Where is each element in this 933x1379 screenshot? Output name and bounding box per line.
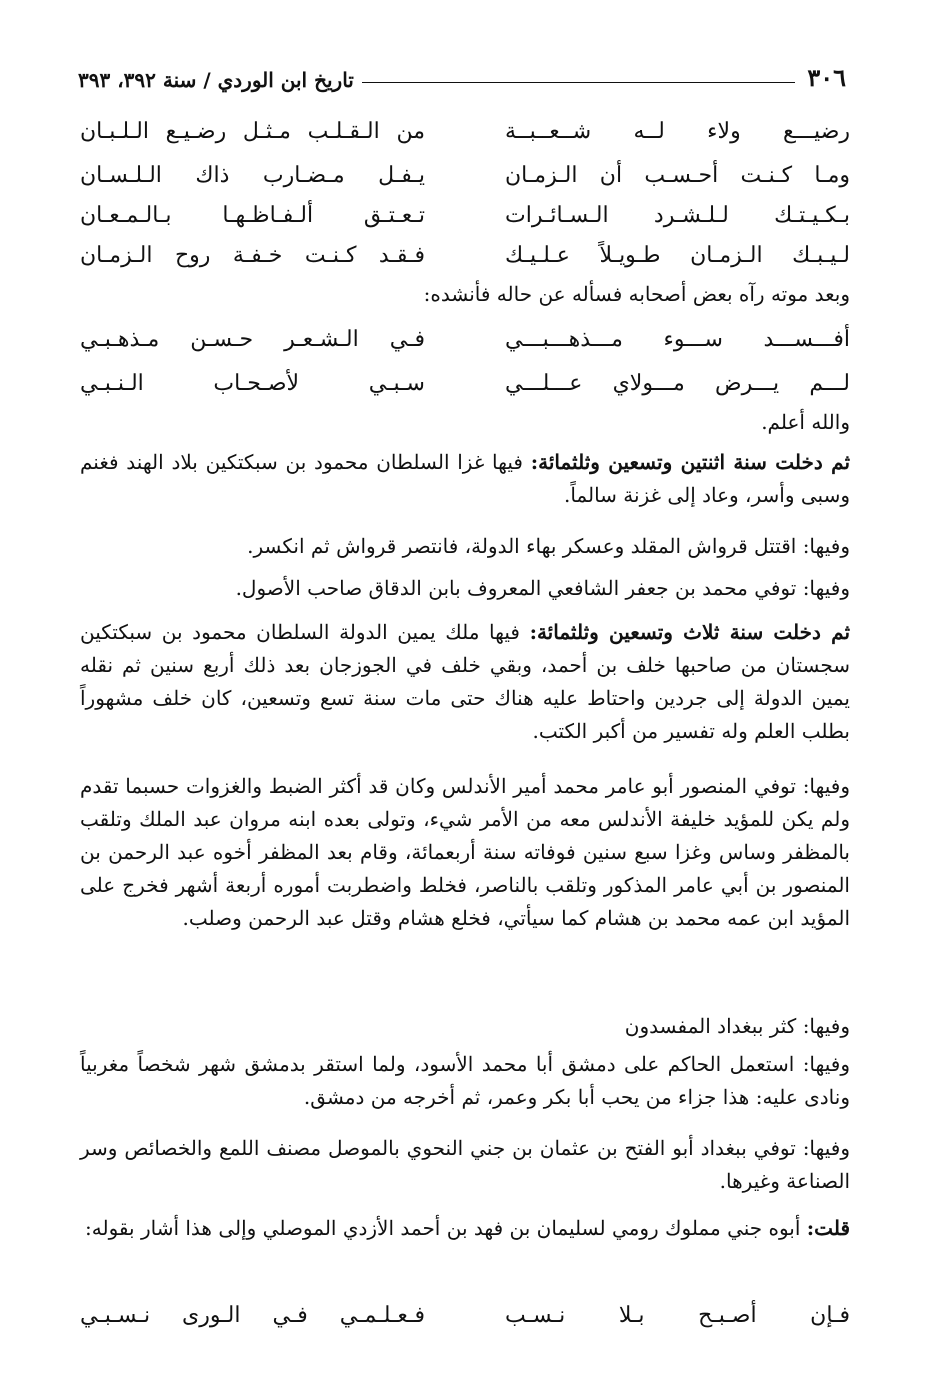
closing-phrase: والله أعلم. (761, 410, 850, 434)
verse-first-hemistich: أفـــســـد ســـوء مـــذهـــبـــي (505, 327, 850, 352)
verse-first-hemistich: ومـا كـنـت أحـسـب أن الـزمـان (505, 163, 850, 188)
qult-label: قلت: (806, 1216, 850, 1240)
verse-second-hemistich: فـي الـشـعـر حـسـن مـذهـبـي (80, 327, 425, 352)
paragraph-ibn-jinni: وفيها: توفي ببغداد أبو الفتح بن عثمان بن جني النحوي بالموصل مصنف اللمع والخصائص وسر الصناعة وغيرها. (80, 1136, 850, 1193)
paragraph-ibn-daqqaq: وفيها: توفي محمد بن جعفر الشافعي المعروف بابن الدقاق صاحب الأصول. (235, 576, 850, 600)
verse-second-hemistich: يـفـل مـضـارب ذاك الـلـسـان (80, 163, 425, 188)
verse-first-hemistich: فـإن أصـبـح بـلا نـسـب (505, 1303, 850, 1328)
verse-first-hemistich: بـكـيـتـك لـلـشـرد الـسـائـرات (505, 203, 850, 228)
paragraph-qult (80, 1212, 886, 1245)
verse-second-hemistich: سـبـي لأصـحـاب الـنـبـي (80, 371, 425, 396)
verse-line (80, 156, 850, 196)
running-title: تاريخ ابن الوردي / سنة ٣٩٢، ٣٩٣ (78, 68, 354, 92)
year-392-paragraph (80, 446, 886, 512)
verse-line (80, 112, 850, 152)
qult-text: أبوه جني مملوك رومي لسليمان بن فهد بن أحمد الأزدي الموصلي وإلى هذا أشار بقوله: (85, 1216, 801, 1240)
header-rule (362, 82, 795, 83)
intro-line: وبعد موته رآه بعض أصحابه فسأله عن حاله فأنشده: (423, 282, 850, 306)
verse-line (80, 196, 850, 236)
verse-second-hemistich: من الـقـلـب مـثـل رضـيـع الـلـبـان (80, 119, 425, 144)
page-header (78, 58, 846, 92)
year-393-text: فيها ملك يمين الدولة السلطان محمود بن سبكتكين سجستان من صاحبها خلف بن أحمد، وبقي خلف في الجوزجان بعد ذلك أربع سنين ثم نقله يمين الدولة إلى جردين واحتاط عليه هناك حتى مات سنة تسع وتسعين، كان خلف مشهوراً بطلب العلم وله تفسير من أكبر الكتب. (80, 620, 850, 743)
year-393-paragraph (80, 616, 886, 748)
paragraph-mufsidun: وفيها: كثر ببغداد المفسدون (624, 1014, 850, 1038)
page-number: ٣٠٦ (807, 63, 846, 92)
verse-first-hemistich: رضيـــع ولاء لــه شــعــبــة (505, 119, 850, 144)
paragraph-mansur: وفيها: توفي المنصور أبو عامر محمد أمير الأندلس وكان قد أكثر الضبط والغزوات حسبما تقدم ولم يكن للمؤيد خليفة الأندلس معه من الأمر شيء، وتولى بعده ابنه مروان عبد الملك وتلقب بالمظفر وساس وغزا سبع سنين فوفاته سنة أربعمائة، وقام بعد المظفر أخوه عبد الرحمن بن المنصور بن أبي عامر المذكور وتلقب بالناصر، فخلط واضطربت أموره أربعة أشهر فخرج على المؤيد ابن عمه محمد بن هشام كما سيأتي، فخلع هشام وقتل عبد الرحمن وصلب. (80, 774, 850, 930)
verse-second-hemistich: فـعـلـمـي فـي الـورى نـسـبـي (80, 1303, 425, 1328)
verse-second-hemistich: فـقـد كـنـت خـفـة روح الـزمـان (80, 243, 425, 268)
verse-line (80, 364, 850, 404)
verse-second-hemistich: تـعـتـق ألـفـاظـهـا بـالـمـعـان (80, 203, 425, 228)
year-393-heading: ثم دخلت سنة ثلاث وتسعين وثلثمائة: (529, 620, 851, 644)
verse-first-hemistich: لـيـبـك الـزمـان طـويـلاً عـلـيـك (505, 243, 850, 268)
verse-line (80, 320, 850, 360)
paragraph-hakim: وفيها: استعمل الحاكم على دمشق أبا محمد الأسود، ولما استقر بدمشق شهر شخصاً مغربياً ونادى عليه: هذا جزاء من يحب أبا بكر وعمر، ثم أخرجه من دمشق. (80, 1052, 850, 1109)
verse-first-hemistich: لـــم يـــرض مـــولاي عـــلـــي (505, 371, 850, 396)
year-392-heading: ثم دخلت سنة اثنتين وتسعين وثلثمائة: (530, 450, 851, 474)
year-392-text: فيها غزا السلطان محمود بن سبكتكين بلاد الهند فغنم وسبى وأسر، وعاد إلى غزنة سالماً. (80, 450, 850, 507)
verse-line (80, 1296, 850, 1336)
verse-line (80, 236, 850, 276)
paragraph-qirwash: وفيها: اقتتل قرواش المقلد وعسكر بهاء الدولة، فانتصر قرواش ثم انكسر. (247, 534, 850, 558)
